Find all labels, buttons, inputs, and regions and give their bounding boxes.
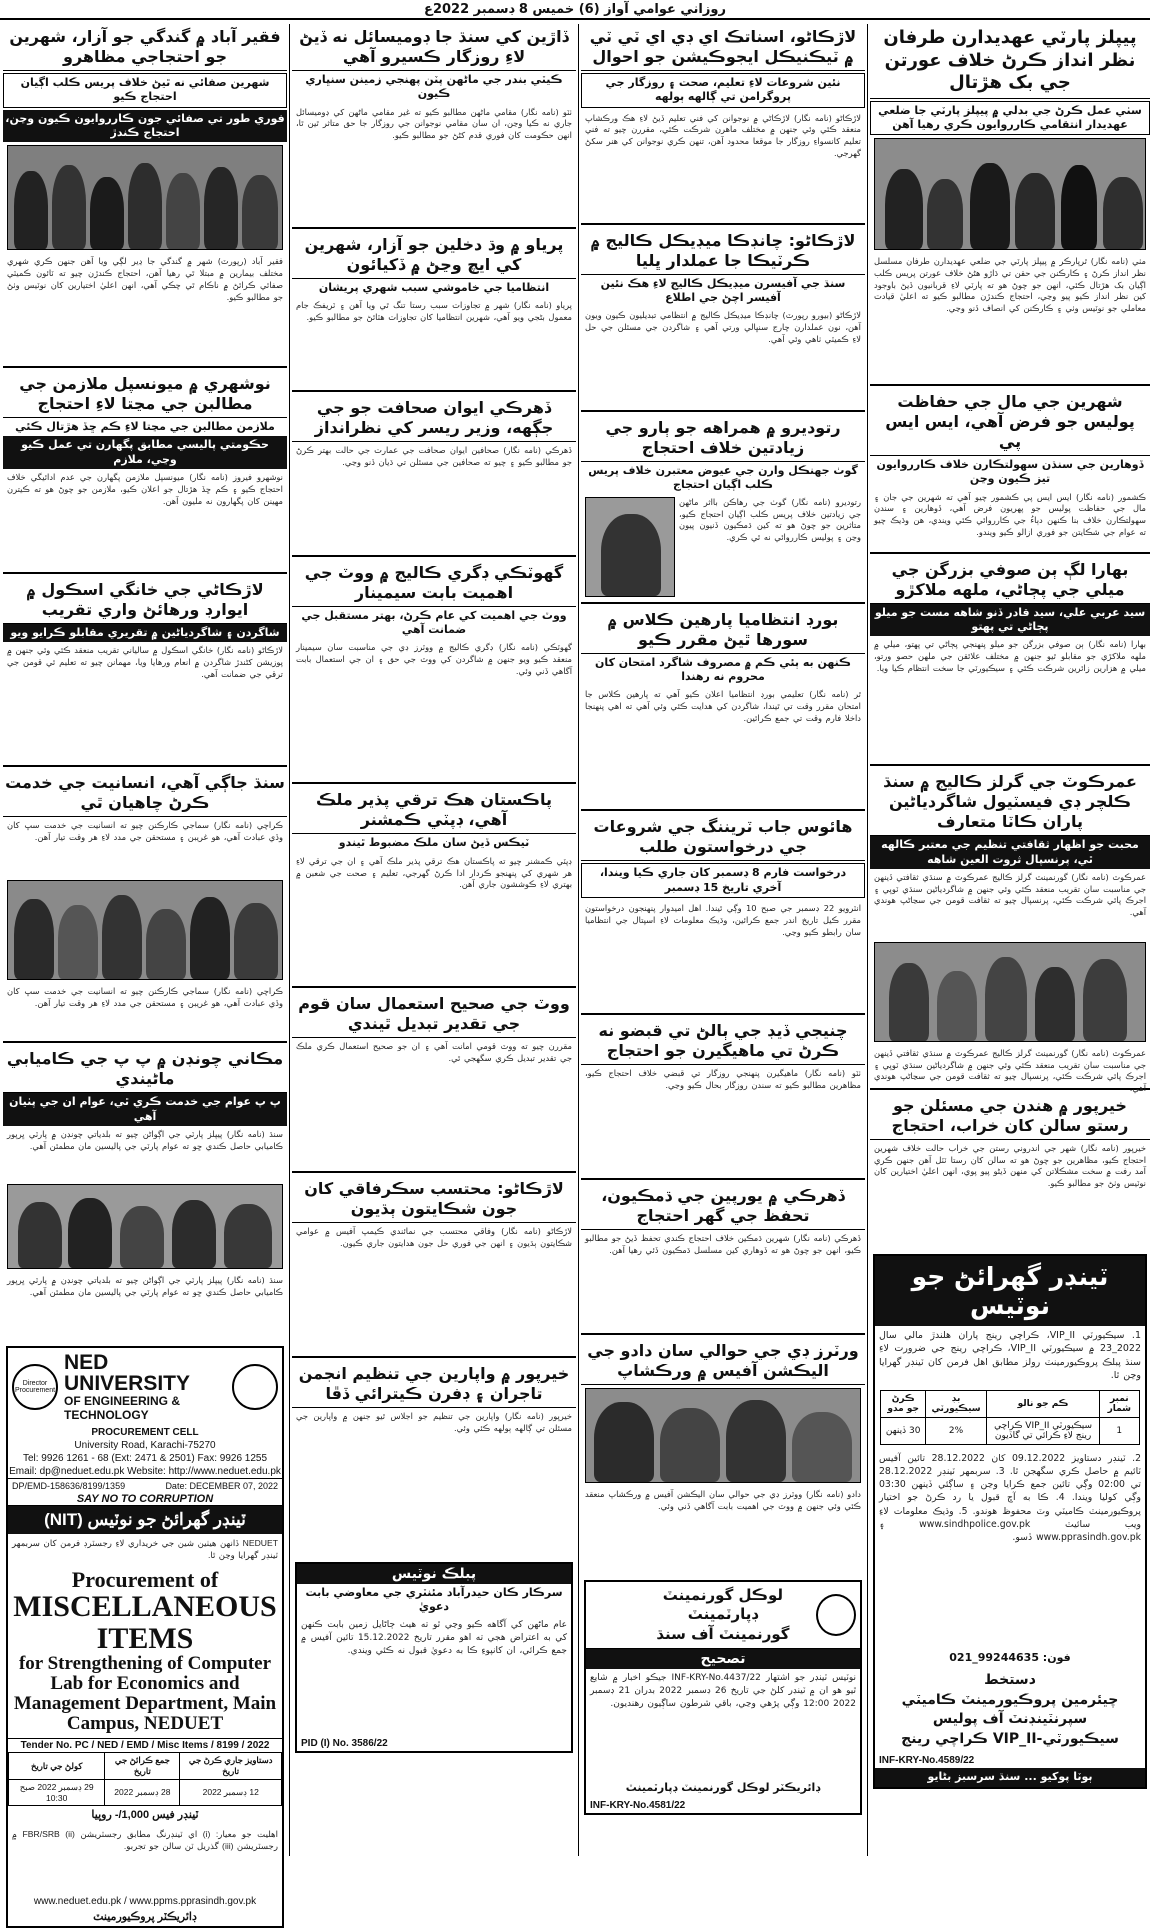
table-cell: 2%	[926, 1417, 987, 1444]
article-body: خيرپور (نامه نگار) واپارين جي تنظيم جو اجلاس ٿيو جنهن ۾ واپارين جي مسئلن تي ڳالهه ٻولهه ڪئي وئي.	[296, 1410, 572, 1433]
subheadline: ڪيٽي بندر جي ماڻهن پٽن پهنجي زمينن سنڀاري ڪيون	[305, 73, 563, 101]
headline: لاڙڪاڻو، اسناتڪ اي ڊي اي ٽي ٽي ۾ ٽيڪنيڪل ايجوڪيشن جو احوال	[581, 24, 865, 71]
article-body: عمرڪوٽ (نامه نگار) گورنمينٽ گرلز ڪاليج عمرڪوٽ ۾ سنڌي ثقافتي ڏينهن جي مناسبت سان تقريب منعقد ڪئي وئي جنهن ۾ شاگردياڻين سنڌي ٽوپي ۽ اجرڪ پائي شرڪت ڪئي، پرنسپال چيو ته ثقافت قومن جي سڃاڻپ هوندي آهي.	[874, 1047, 1146, 1094]
headline: فقير آباد ۾ گندگي جو آزار، شهرين جو احتجاجي مظاهرو	[3, 24, 287, 71]
portrait-photo	[585, 497, 675, 597]
table-header: کولڻ جي تاريخ	[9, 1753, 105, 1780]
headline: خيرپور ۾ واپارين جي تنظيم انجمن تاجران ۽ ڊفرن ڪيترائي ڏڦا	[292, 1361, 576, 1408]
tender-body: 2. ٽينڊر دستاويز 09.12.2022 کان 28.12.2022 تائين آفيس ٽائيم ۾ حاصل ڪري سگهجن ٿا. 3. سربمهر ٽينڊر 28.12.2022 تي 02:00 وڳي تائين جمع ڪرايا وڃن ۽ ساڳئي ڏينهن 03:30 وڳي کوليا ويندا. 4. ڪا به آڇ قبول يا رد ڪرڻ جو اختيار پروڪيورمينٽ ڪاميٽي وٽ محفوظ هوندو. 5. وڌيڪ معلومات لاءِ ويب سائيٽ www.sindhpolice.gov.pk ۽ www.pprasindh.gov.pk ڏسو.	[879, 1452, 1142, 1543]
subheadline: انتظاميا جي خاموشي سبب شهري پريشان	[318, 280, 550, 294]
tender-intro: 1. سيڪيورٽي VIP_II، ڪراچي رينج پاران هلندڙ مالي سال 2022_23 ۾ سيڪيورٽي VIP_II، ڪراچي رينج جي ضرورت لاءِ سنڌ پبلڪ پروڪيورمينٽ رولز مطابق اهل فرمن کان ٽينڊر گهرايا وڃن ٿا.	[879, 1329, 1141, 1382]
notice-title: پبلڪ نوٽيس	[297, 1564, 571, 1584]
column-rule	[289, 24, 290, 1856]
headline: سنڌ جاڳي آهي، انسانيت جي خدمت ڪرڻ چاهيان ٿي	[3, 770, 287, 817]
tender-signature	[875, 1667, 1145, 1753]
news-photo	[585, 1388, 861, 1483]
inf-number: INF-KRY-No.4581/22	[590, 1799, 686, 1811]
article-body: سنڌ (نامه نگار) پيپلز پارٽي جي اڳواڻن چيو ته بلدياتي چونڊن ۾ پارٽي ڀرپور ڪاميابي حاصل ڪندي ڇو ته عوام پارٽي جي پاليسين مان مطمئن آهي.	[7, 1128, 283, 1151]
headline: ووٽ جي صحيح استعمال سان قوم جي تقدير تبديل ٿيندي	[292, 991, 576, 1038]
headline: شهرين جي مال جي حفاظت پوليس جو فرض آهي، ايس ايس پي	[870, 389, 1150, 456]
tender-number: Tender No. PC / NED / EMD / Misc Items / 8199 / 2022	[8, 1738, 282, 1752]
schedule-table	[8, 1752, 282, 1806]
article-body: ڪراچي (نامه نگار) سماجي ڪارڪنن چيو ته انسانيت جي خدمت سڀ کان وڏي عبادت آهي، هو غريبن ۽ مستحقن جي مدد لاءِ هر وقت تيار آهن.	[7, 986, 283, 1009]
headline: گهوٽڪي ڊگري ڪاليج ۾ ووٽ جي اهميت بابت سيمينار	[292, 560, 576, 607]
public-notice-ad	[295, 1562, 573, 1754]
ad-title: گورنمينٽ آف سنڌ	[656, 1624, 790, 1643]
procurement-title	[8, 1564, 282, 1738]
article-body: لاڙڪاڻو (نامه نگار) خانگي اسڪول ۾ سالياني تقريب منعقد ڪئي وئي جنهن ۾ پوزيشن کڻندڙ شاگردن ۾ انعام ورهايا ويا، مهمانن چيو ته تعليم ئي قومن جي ترقي جي ضمانت آهي.	[7, 645, 283, 679]
article-body: ڊپٽي ڪمشنر چيو ته پاڪستان هڪ ترقي پذير ملڪ آهي ۽ ان جي ترقي لاءِ هر شهري کي پنهنجو ڪردار ادا ڪرڻ گهرجي، تعليم ۽ صحت جي شعبن ۾ بهتري لاءِ ڪوششون جاري آهن.	[296, 855, 572, 890]
table-cell: سيڪيورٽي VIP_II ڪراچي رينج لاءِ ڪرائي تي گاڏيون	[987, 1417, 1100, 1444]
subheadline: درخواست فارم 8 ڊسمبر کان جاري ڪيا ويندا، آخري تاريخ 15 ڊسمبر	[581, 863, 865, 898]
column-left	[3, 24, 287, 1923]
article-body: فقير آباد (رپورٽ) شهر ۾ گندگي جا ڍير لڳي ويا آهن جنهن ڪري شهري مختلف بيمارين ۾ مبتلا ٿي رهيا آهن، احتجاج ڪندڙن چيو ته ٽائون ڪميٽي صفائي ڪرائڻ ۾ ناڪام ٿي چڪي آهي، انهن اعليٰ اختيارين کان نوٽيس وٺڻ جو مطالبو ڪيو.	[7, 256, 283, 302]
government-emblem-icon	[816, 1594, 856, 1636]
telephone: Tel: 9926 1261 - 68 (Ext: 2471 & 2501) Fax: 9926 1255	[22, 1452, 268, 1464]
tender-table	[880, 1390, 1139, 1445]
article-body: مٺي (نامه نگار) ٿرپارڪر ۾ پيپلز پارٽي جي ضلعي عهديدارن طرفان مسلسل نظر انداز ڪرڻ ۽ ڪارڪنن جي حقن تي ڌاڙو هڻڻ خلاف عورتن پريس ڪلب اڳيان بک هڙتال ڪئي، انهن جو چوڻ هو ته پارٽي لاءِ قربانيون ڏيڻ باوجود کين نظر انداز ڪيو پيو وڃي، احتجاج ڪندڙن مطالبو ڪيو ته اعليٰ قيادت معاملي جو نوٽيس وٺي ۽ ڪارڪنن کي انصاف ڏنو وڃي.	[874, 256, 1146, 314]
university-crest-icon	[232, 1364, 278, 1410]
headline: ڏهرڪي ايوان صحافت جو جي جڳهه، وزير ريسر کي نظرانداز	[292, 395, 576, 442]
news-photo	[7, 880, 283, 980]
headline: ورٽرز ڊي جي حوالي سان دادو جي اليڪشن آفيس ۾ ورڪشاپ	[581, 1338, 865, 1385]
university-name: NED UNIVERSITY	[64, 1350, 191, 1395]
table-cell: 1	[1099, 1417, 1139, 1444]
subheadline: ڪنهن به ٻئي ڪم ۾ مصروف شاگرد امتحان کان محروم نه رهندا	[595, 655, 851, 684]
article-body: بهارا (نامه نگار) ٻن صوفي بزرگن جو ميلو پنهنجي پڄاڻي تي پهتو، ميلي ۾ ملهه ملاکڙي جو مقابلو ٿيو جنهن ۾ مختلف علائقن جي ملهن حصو ورتو، ميلي ۾ هزارين زائرين شرڪت ڪئي ۽ سيڪيورٽي جا سخت انتظام ڪيا ويا.	[874, 639, 1146, 673]
notice-date: Date: DECEMBER 07, 2022	[165, 1480, 278, 1491]
headline: بورڊ انتظاميا پارهين ڪلاس ۾ سورها ٿيڻ مقرر ڪيو	[581, 607, 865, 654]
subheadline: شاگردن ۽ شاگردياڻين ۾ تقريري مقابلو ڪرايو ويو	[3, 624, 287, 642]
eligibility-criteria: اهليت جو معيار: (i) اي ٽينڊرنگ مطابق رجسٽريشن (ii) FBR/SRB ۾ رجسٽريشن (iii) گذريل ٽن سالن جو تجربو.	[12, 1828, 278, 1851]
websites: www.neduet.edu.pk / www.ppms.pprasindh.gov.pk	[33, 1895, 257, 1907]
column-rule	[867, 24, 868, 1856]
article-body: انٽرويو 22 ڊسمبر جي صبح 10 وڳي ٿيندا. اهل اميدوار پنهنجون درخواستون مقرر ڪيل تاريخ اندر جمع ڪرائين، وڌيڪ معلومات لاءِ اسپتال جي انتظاميا سان رابطو ڪيو وڃي.	[585, 902, 861, 937]
headline: ڏاڙين کي سنڌ جا ڊوميسائل نه ڏيڻ لاءِ روزگار ڪسيرو آهي	[292, 24, 576, 71]
table-header: جمع ڪرائڻ جي تاريخ	[105, 1753, 180, 1780]
procurement-line: MISCELLANEOUS ITEMS	[13, 1590, 277, 1655]
article-body: نوشهرو فيروز (نامه نگار) ميونسپل ملازمن پگهارن جي عدم ادائيگي خلاف احتجاج ڪيو ۽ ڪم ڇڏ هڙتال جو اعلان ڪيو، ملازمن جو چوڻ هو ته ڪيترن مهينن کان پگهارون نه مليون آهن.	[7, 472, 283, 506]
article-body: عمرڪوٽ (نامه نگار) گورنمينٽ گرلز ڪاليج عمرڪوٽ ۾ سنڌي ثقافتي ڏينهن جي مناسبت سان تقريب منعقد ڪئي وئي جنهن ۾ شاگردياڻين سنڌي ٽوپي ۽ اجرڪ پائي شرڪت ڪئي، پرنسپال چيو ته ثقافت قومن جي سڃاڻپ هوندي آهي.	[874, 871, 1146, 918]
correction-label: تصحيح	[586, 1649, 860, 1669]
news-photo	[874, 138, 1146, 250]
ad-title: لوڪل گورنمينٽ ڊپارٽمينٽ	[662, 1585, 784, 1624]
column-center-right	[581, 24, 865, 1856]
subheadline: گوٺ جهنڪل وارن جي عيوض معتبرن خلاف پريس ڪلب اڳيان احتجاج	[588, 464, 858, 492]
tender-title: ٽينڊر گهرائڻ جو نوٽيس	[875, 1256, 1145, 1326]
notice-body: عام ماڻهن کي آگاهه ڪيو وڃي ٿو ته هيٺ ڄاڻايل زمين بابت ڪنهن کي به اعتراض هجي ته اهو مقرر تاريخ 15.12.2022 تائين آفيس ۾ جمع ڪرائي، ان کانپوءِ ڪا به دعويٰ قبول نه ڪئي ويندي.	[301, 1620, 567, 1656]
subheadline: فوري طور تي صفائي جون ڪارروايون ڪيون وڃن، احتجاج ڪندڙ	[3, 110, 287, 143]
notice-subtitle: سرڪار ڪان حيدرآباد مئنٽري جي معاوضي بابت دعويٰ	[305, 1585, 563, 1614]
subheadline: سٺي عمل ڪرڻ جي بدلي ۾ پيپلز پارٽي جا ضلعي عهديدار انتقامي ڪارروايون ڪري رهيا آهن	[870, 101, 1150, 136]
headline: لاڙڪاڻو: محتسب سڪرفاقي کان جون شڪايتون ٻڌيون	[292, 1176, 576, 1223]
sign-line: چيئرمين پروڪيورمينٽ ڪاميٽي	[901, 1691, 1119, 1708]
article-body: خيرپور (نامه نگار) شهر جي اندروني رستن جي خراب حالت خلاف شهرين احتجاج ڪيو، مظاهرين جو چوڻ هو ته سالن کان رستا ٽٽل آهن جنهن ڪري آمد رفت ۾ سخت مشڪلاتن کي منهن ڏيڻو پيو پوي، انهن اعليٰ اختيارين کان نوٽيس وٺڻ جو مطالبو ڪيو.	[874, 1142, 1146, 1189]
headline: بهارا لڳ ٻن صوفي بزرگن جي ميلي جي پڄاڻي، ملهه ملاکڙو	[870, 557, 1150, 604]
article-body: ڪراچي (نامه نگار) سماجي ڪارڪنن چيو ته انسانيت جي خدمت سڀ کان وڏي عبادت آهي، هو غريبن ۽ مستحقن جي مدد لاءِ هر وقت تيار آهن.	[7, 820, 283, 843]
headline: پرياو ۾ وڌ دخلين جو آزار، شهرين کي ايچ وڃڻ ۾ ڏکيائون	[292, 232, 576, 279]
headline: عمرڪوٽ جي گرلز ڪاليج ۾ سنڌ ڪلچر ڊي فيسٽيول شاگردياڻين پاران ڪاٽا متعارف	[870, 769, 1150, 836]
headline: رتوديرو ۾ همراهه جو ٻارو جي زيادتين خلاف احتجاج	[581, 415, 865, 462]
column-center-left	[292, 24, 576, 1856]
sign-line: سيڪيورٽي-VIP_II ڪراچي رينج	[901, 1730, 1119, 1747]
subheadline: ٽيڪس ڏيڻ سان ملڪ مضبوط ٿيندو	[338, 836, 530, 850]
email-website: Email: dp@neduet.edu.pk Website: http://www.neduet.edu.pk	[9, 1465, 281, 1477]
article-body: مقررن چيو ته ووٽ قومي امانت آهي ۽ ان جو صحيح استعمال ڪري ملڪ جي تقدير تبديل ڪري سگهجي ٿي.	[296, 1040, 572, 1063]
address: University Road, Karachi-75270	[74, 1439, 216, 1451]
subheadline: ڏوهارين جي سنڌن سهولتڪارن خلاف ڪارروايون تيز ڪيون وڃن	[876, 458, 1144, 486]
table-row	[881, 1417, 1139, 1444]
table-row	[9, 1780, 282, 1806]
pid-number: PID (I) No. 3586/22	[301, 1738, 388, 1750]
university-subtitle: OF ENGINEERING & TECHNOLOGY	[64, 1393, 181, 1422]
table-cell: 28 ڊسمبر 2022	[105, 1780, 180, 1806]
slogan: SAY NO TO CORRUPTION	[8, 1493, 282, 1506]
tender-notice-ad	[873, 1254, 1147, 1789]
subheadline: شهرين صفائي نه ٿيڻ خلاف پريس ڪلب اڳيان احتجاج ڪيو	[3, 73, 287, 108]
article-body: ٿر (نامه نگار) تعليمي بورڊ انتظاميا اعلان ڪيو آهي ته پارهين ڪلاس جا امتحان مقرر وقت تي ٿيندا، شاگردن کي هدايت ڪئي وئي آهي ته اهي پنهنجا داخلا فارم وقت تي جمع ڪرائين.	[585, 689, 861, 723]
headline: هائوس جاب ٽريننگ جي شروعات جي درخواستون طلب	[581, 814, 865, 861]
article-body: سنڌ (نامه نگار) پيپلز پارٽي جي اڳواڻن چيو ته بلدياتي چونڊن ۾ پارٽي ڀرپور ڪاميابي حاصل ڪندي ڇو ته عوام پارٽي جي پاليسين مان مطمئن آهي.	[7, 1274, 283, 1297]
table-header: نمبر شمار	[1099, 1390, 1139, 1417]
table-cell: 30 ڏينهن	[881, 1417, 926, 1444]
article-body: لاڙڪاڻو (نامه نگار) لاڙڪاڻي ۾ نوجوانن کي فني تعليم ڏيڻ لاءِ هڪ ورڪشاپ منعقد ڪئي وئي جنهن ۾ مختلف ماهرن شرڪت ڪئي، مقررن چيو ته فني تعليم کانسواءِ روزگار جا موقعا محدود آهن، تنهن ڪري نوجوانن کي هنر سکڻ گهرجي.	[585, 112, 861, 158]
tender-fee: ٽينڊر فيس 1,000/- روپيا	[91, 1809, 199, 1822]
headline: پيپلز پارٽي عهديدارن طرفان نظر انداز ڪرڻ خلاف عورتن جي بک هڙتال	[870, 24, 1150, 99]
table-header: بڊ سيڪيورٽي	[926, 1390, 987, 1417]
article-body: ٺٽو (نامه نگار) ماهيگيرن پنهنجي روزگار تي قبضي خلاف احتجاج ڪيو، مظاهرين مطالبو ڪيو ته سندن روزگار بحال ڪيو وڃي.	[585, 1067, 861, 1090]
article-body: لاڙڪاڻو (بيورو رپورٽ) چانڊڪا ميڊيڪل ڪاليج ۾ انتظامي تبديليون ڪيون ويون آهن، نون عملدارن چارج سنڀالي ورتي آهي ۽ شاگردن جي مسئلن جي حل لاءِ ڪميٽي ٺاهي وئي آهي.	[585, 310, 861, 344]
subheadline: ملازمن مطالبن جي مڃتا لاءِ ڪم ڇڏ هڙتال ڪئي	[15, 420, 275, 434]
headline: ڏهرڪي ۾ يورپين جي ڌمڪيون، تحفظ جي گهر احتجاج	[581, 1183, 865, 1230]
inf-number: INF-KRY-No.4589/22	[879, 1755, 975, 1767]
subheadline: سنڌ جي آفيسرن ميڊيڪل ڪاليج لاءِ هڪ نئين آفيسر اچڻ جي اطلاع	[600, 276, 846, 304]
reference-number: DP/EMD-158636/8199/1359	[12, 1480, 126, 1491]
sign-line: سپرنٽينڊنٽ آف پوليس	[932, 1711, 1088, 1728]
subheadline: محبت جو اظهار ثقافتي تنظيم جي معتبر ڪالهه ٿي، پرنسپال ثروت العين شاهه	[870, 836, 1150, 869]
article-body: رتوديرو (نامه نگار) گوٺ جي رهاڪن بااثر ماڻهن جي زيادتين خلاف پريس ڪلب اڳيان احتجاج ڪيو، متاثرين جو چوڻ هو ته کين ڌمڪيون ڏنيون پيون وڃن ۽ پوليس ڪارروائي نه ٿي ڪري.	[679, 496, 861, 543]
headline: مڪاني چونڊن ۾ پ پ جي ڪاميابي ماڻيندي	[3, 1046, 287, 1093]
article-body: ڪشمور (نامه نگار) ايس ايس پي ڪشمور چيو آهي ته شهرين جي جان ۽ مال جي حفاظت پوليس جو پهريون فرض آهي، ڏوهارين ۽ سندن سهولتڪارن خلاف بنا ڪنهن دٻاءُ جي ڪارروائي ڪئي ويندي، هن وڌيڪ چيو ته عوام جي شڪايتن جو فوري ازالو ڪيو ويندو.	[874, 491, 1146, 538]
procurement-line: for Strengthening of Computer Lab for Economics and Management Department, Main Campus, NEDUET	[13, 1653, 277, 1735]
tender-footer: ٻوٽا پوکيو ... سنڌ سرسبز بڻايو	[875, 1768, 1145, 1786]
news-photo	[874, 942, 1146, 1042]
article-body: گهوٽڪي (نامه نگار) ڊگري ڪاليج ۾ ووٽرز ڊي جي مناسبت سان سيمينار منعقد ڪيو ويو جنهن ۾ شاگردن کي ووٽ جي حق ۽ ان جي استعمال بابت آگاهي ڏني وئي.	[296, 642, 572, 677]
headline: لاڙڪاڻي جي خانگي اسڪول ۾ ايوارڊ ورهائڻ واري تقريب	[3, 577, 287, 624]
tender-phone: 021_99244635 :فون	[949, 1650, 1071, 1664]
sign-line: دستخط	[984, 1672, 1036, 1689]
ad-body: نوٽيس ٽينڊر جو اشتهار INF-KRY-No.4437/22 جيڪو اخبار ۾ شايع ٿيو هو ان ۾ ٽينڊر کلڻ جي تاريخ 26 ڊسمبر 2022 بدران 21 ڊسمبر 2022 12:00 وڳي پڙهي وڃي، باقي شرطون ساڳيون رهنديون.	[590, 1673, 856, 1709]
masthead: روزاني عوامي آواز (6) خميس 8 ڊسمبر 2022ع	[0, 0, 1150, 20]
news-photo	[7, 145, 283, 250]
news-photo	[7, 1184, 283, 1269]
ad-signature: ڊائريڪٽر لوڪل گورنمينٽ ڊپارٽمينٽ	[625, 1781, 821, 1795]
ad-signature: ڊائريڪٽر پروڪيورمينٽ	[93, 1910, 197, 1923]
subheadline: پ پ عوام جي خدمت ڪري ٿي، عوام ان جي پٺيان آهي	[3, 1093, 287, 1126]
column-right	[870, 24, 1150, 1856]
headline: چنيجي ڏيڊ جي ٻالڻ تي قبضو نه ڪرڻ تي ماهيگيرن جو احتجاج	[581, 1018, 865, 1065]
headline: خيرپور ۾ هندن جي مسئلن جو رستو سالن کان خراب، احتجاج	[870, 1093, 1150, 1140]
procurement-line: Procurement of	[71, 1567, 219, 1593]
article-body: لاڙڪاڻو (نامه نگار) وفاقي محتسب جي نمائندي ڪيمپ آفيس ۾ عوامي شڪايتون ٻڌيون ۽ انهن جي فوري حل جون هدايتون جاري ڪيون.	[296, 1225, 572, 1248]
article-body: ٺٽو (نامه نگار) مقامي ماڻهن مطالبو ڪيو ته غير مقامي ماڻهن کي ڊوميسائل جاري نه ڪيا وڃن، ان سان مقامي نوجوانن جي روزگار جا حق متاثر ٿين ٿا، انهن حڪومت کان فوري قدم کڻڻ جو مطالبو ڪيو.	[296, 106, 572, 141]
nit-title: ٽينڊر گهرائڻ جو نوٽيس (NIT)	[8, 1506, 282, 1534]
article-body: پرياو (نامه نگار) شهر ۾ تجاوزات سبب رستا تنگ ٿي ويا آهن ۽ ٽريفڪ جام معمول بڻجي ويو آهي، شهرين انتظاميا کان تجاوزات هٽائڻ جو مطالبو ڪيو.	[296, 299, 572, 322]
table-header: ڪم جو نالو	[987, 1390, 1100, 1417]
article-body: ڏهرڪي (نامه نگار) صحافين ايوان صحافت جي عمارت جي حالت بهتر ڪرڻ جو مطالبو ڪيو ۽ چيو ته صحافين جي مسئلن تي ڌيان ڏنو وڃي.	[296, 444, 572, 467]
nit-intro: NEDUET ڏانهن هيٺين شين جي خريداري لاءِ رجسٽرڊ فرمن کان سربمهر ٽينڊر گهرايا وڃن ٿا.	[12, 1537, 278, 1561]
table-cell: 12 ڊسمبر 2022	[180, 1780, 282, 1806]
article-body: ڏهرڪي (نامه نگار) شهرين ڌمڪين خلاف احتجاج ڪندي تحفظ ڏيڻ جو مطالبو ڪيو، انهن جو چوڻ هو ته ڏوهاري کين مسلسل ڌمڪيون ڏئي رهيا آهن.	[585, 1232, 861, 1255]
subheadline: ووٽ جي اهميت کي عام ڪرڻ، بهتر مستقبل جي ضمانت آهي	[301, 608, 567, 637]
ned-university-ad	[6, 1346, 284, 1928]
table-cell: 29 ڊسمبر 2022 صبح 10:30	[9, 1780, 105, 1806]
table-header: ڪرڻ جو مدو	[881, 1390, 926, 1417]
local-government-ad	[584, 1580, 862, 1815]
article-body: دادو (نامه نگار) ووٽرز ڊي جي حوالي سان اليڪشن آفيس ۾ ورڪشاپ منعقد ڪئي وئي جنهن ۾ ووٽ جي اهميت بابت آگاهي ڏني وئي.	[585, 1488, 861, 1511]
headline: لاڙڪاڻو: چانڊڪا ميڊيڪل ڪاليج ۾ ڪرٽيڪا جا عملدار ڀليا	[581, 228, 865, 275]
headline: نوشهري ۾ ميونسپل ملازمن جي مطالبن جي مڃتا لاءِ احتجاج	[3, 371, 287, 418]
subheadline: نئين شروعات لاءِ تعليم، صحت ۽ روزگار جي پروگرامن تي ڳالهه ٻولهه	[581, 73, 865, 108]
headline: پاڪستان هڪ ترقي پذير ملڪ آهي، ڊپٽي ڪمشنر	[292, 787, 576, 834]
table-header: دستاويز جاري ڪرڻ جي تاريخ	[180, 1753, 282, 1780]
column-rule	[578, 24, 579, 1856]
subheadline: سيد عربي علي، سيد قادر ڏنو شاهه مست جو ميلو پڄاڻي تي پهتو	[870, 604, 1150, 637]
procurement-cell: PROCUREMENT CELL	[91, 1426, 199, 1438]
subheadline: حڪومتي پاليسي مطابق پگهارن تي عمل ڪيو وڃي، ملازم	[3, 436, 287, 469]
director-procurement-seal-icon: Director Procurement	[12, 1364, 58, 1410]
